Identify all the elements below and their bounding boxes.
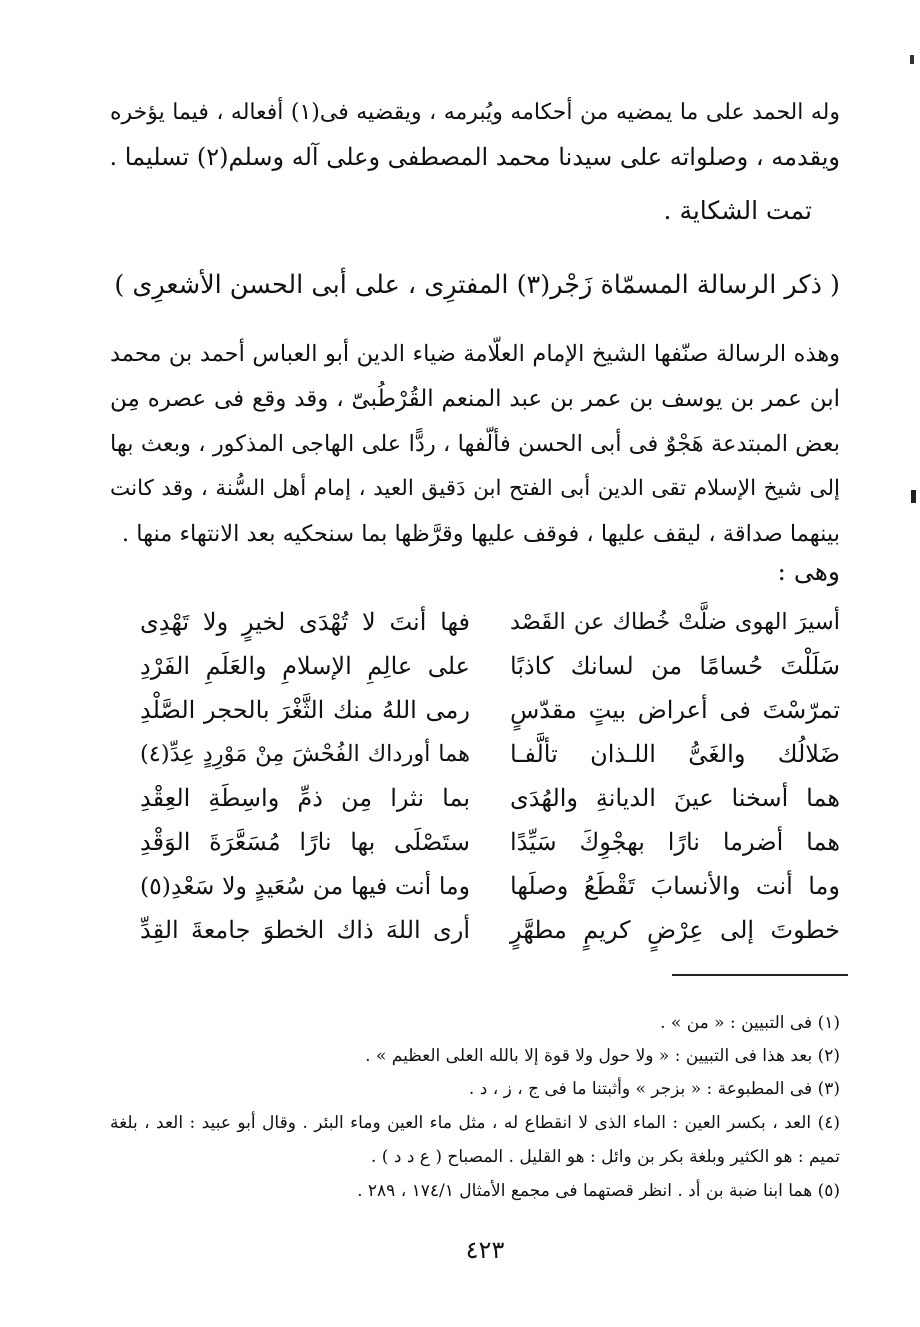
footnote: (٢) بعد هذا فى التبيين : « ولا حول ولا قوة إلا بالله العلى العظيم » . bbox=[365, 1046, 840, 1066]
verse-second-hemistich: هما أورداك الفُحْشَ مِنْ مَوْرِدٍ عِدِّ(٤) bbox=[140, 741, 470, 767]
verse bbox=[140, 820, 840, 864]
verse-first-hemistich: ضَلالُك والغَىُّ اللـذان تألَّفـا bbox=[510, 740, 840, 768]
verse bbox=[140, 776, 840, 820]
verse-first-hemistich: أسيرَ الهوى ضلَّتْ خُطاك عن القَصْد bbox=[510, 609, 840, 635]
paragraph-line: إلى شيخ الإسلام تقى الدين أبى الفتح ابن دَقيق العيد ، إمام أهل السُّنة ، وقد كانت bbox=[110, 476, 840, 501]
footnote-divider bbox=[672, 974, 848, 976]
paragraph-line: ويقدمه ، وصلواته على سيدنا محمد المصطفى وعلى آله وسلم(٢) تسليما . bbox=[109, 143, 840, 171]
verse bbox=[140, 732, 840, 776]
verse bbox=[140, 688, 840, 732]
verse-first-hemistich: تمرّسْتَ فى أعراض بيتٍ مقدّسٍ bbox=[510, 696, 840, 724]
paragraph-line: ابن عمر بن يوسف بن عمر بن عبد المنعم القُرْطُبىّ ، وقد وقع فى عصره مِن bbox=[110, 386, 840, 412]
verse-second-hemistich: أرى اللهَ ذاك الخطوَ جامعةَ القِدِّ bbox=[140, 916, 470, 944]
verse-first-hemistich: وما أنت والأنسابَ تَقْطَعُ وصلَها bbox=[510, 872, 840, 900]
footnote: (٤) العد ، بكسر العين : الماء الذى لا انقطاع له ، مثل ماء العين وماء البئر . وقال أبو عبيد : العد ، بلغة bbox=[110, 1113, 840, 1133]
verse-first-hemistich: هما أسخنا عينَ الديانةِ والهُدَى bbox=[510, 784, 840, 812]
footnote: (١) فى التبيين : « من » . bbox=[660, 1013, 840, 1033]
closing-line: تمت الشكاية . bbox=[663, 196, 812, 225]
verse-second-hemistich: رمى اللهُ منك الثَّغْرَ بالحجر الصَّلْدِ bbox=[140, 696, 470, 724]
paragraph-line: وهى : bbox=[777, 557, 840, 586]
verse-second-hemistich: على عالِمِ الإسلامِ والعَلَمِ الفَرْدِ bbox=[140, 652, 470, 680]
verse-first-hemistich: خطوتَ إلى عِرْضٍ كريمٍ مطهَّرٍ bbox=[510, 916, 840, 944]
verse-first-hemistich: هما أضرما نارًا بهجْوِكَ سَيِّدًا bbox=[510, 828, 840, 856]
verse-first-hemistich: سَلَلْتَ حُسامًا من لسانك كاذبًا bbox=[510, 652, 840, 680]
verse bbox=[140, 644, 840, 688]
paragraph-line: بينهما صداقة ، ليقف عليها ، فوقف عليها وقرَّظها بما سنحكيه بعد الانتهاء منها . bbox=[121, 521, 840, 547]
verse-second-hemistich: فها أنتَ لا تُهْدَى لخيرٍ ولا تَهْدِى bbox=[140, 608, 470, 636]
section-heading: ( ذكر الرسالة المسمّاة زَجْر(٣) المفترِى ، على أبى الحسن الأشعرِى ) bbox=[114, 270, 840, 300]
verse-second-hemistich: وما أنت فيها من سُعَيدٍ ولا سَعْدِ(٥) bbox=[140, 872, 470, 900]
footnote: تميم : هو الكثير وبلغة بكر بن وائل : هو القليل . المصباح ( ع د د ) . bbox=[371, 1147, 840, 1167]
paragraph-line: وهذه الرسالة صنّفها الشيخ الإمام العلّامة ضياء الدين أبو العباس أحمد بن محمد bbox=[110, 341, 840, 367]
verse bbox=[140, 908, 840, 952]
verse bbox=[140, 600, 840, 644]
paragraph-line: وله الحمد على ما يمضيه من أحكامه ويُبرمه ، ويقضيه فى(١) أفعاله ، فيما يؤخره bbox=[110, 100, 840, 125]
footnote: (٣) فى المطبوعة : « بزجر » وأثبتنا ما فى ج ، ز ، د . bbox=[468, 1079, 840, 1099]
page-number: ٤٢٣ bbox=[465, 1236, 505, 1264]
verse-second-hemistich: ستَصْلَى بها نارًا مُسَعَّرَةَ الوَقْدِ bbox=[140, 828, 470, 856]
verse-second-hemistich: بما نثرا مِن ذمِّ واسِطَةِ العِقْدِ bbox=[140, 784, 470, 812]
scan-mark bbox=[911, 490, 916, 503]
verse bbox=[140, 864, 840, 908]
footnote: (٥) هما ابنا ضبة بن أد . انظر قصتهما فى مجمع الأمثال ١٧٤/١ ، ٢٨٩ . bbox=[357, 1181, 840, 1201]
scan-mark bbox=[910, 55, 914, 64]
paragraph-line: بعض المبتدعة هَجْوٌ فى أبى الحسن فألّفها ، ردًّا على الهاجى المذكور ، وبعث بها bbox=[110, 431, 840, 457]
